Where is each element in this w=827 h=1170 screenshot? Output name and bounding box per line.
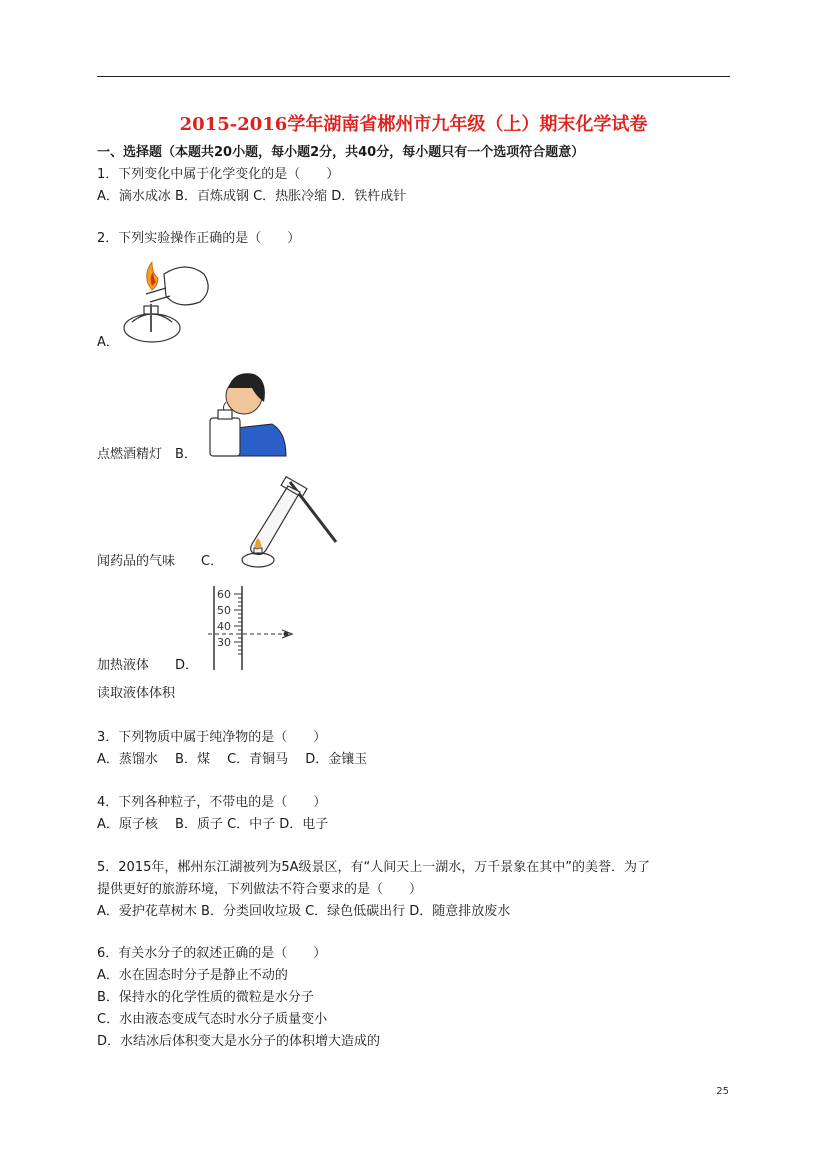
q4-options: A．原子核 B．质子 C．中子 D．电子 xyxy=(97,817,329,832)
reagent-bottle xyxy=(210,418,240,456)
q6-option-d: D．水结冰后体积变大是水分子的体积增大造成的 xyxy=(97,1034,381,1049)
figure-alcohol-lamp-lighting xyxy=(116,258,216,350)
q6-option-b: B．保持水的化学性质的微粒是水分子 xyxy=(97,990,314,1005)
q6-option-a: A．水在固态时分子是静止不动的 xyxy=(97,968,288,983)
q2-option-d-caption: 读取液体体积 xyxy=(97,686,176,701)
q6-option-c: C．水由液态变成气态时水分子质量变小 xyxy=(97,1012,328,1027)
q2-option-c-prefix: 闻药品的气味 C． xyxy=(97,554,224,569)
q5-stem-line2: 提供更好的旅游环境，下列做法不符合要求的是（ ） xyxy=(97,882,423,897)
q1-options: A．滴水成冰 B．百炼成钢 C．热胀冷缩 D．铁杵成针 xyxy=(97,189,407,204)
alcohol-lamp xyxy=(242,553,274,567)
cylinder-tick-label: 30 xyxy=(217,636,231,649)
header-rule xyxy=(97,76,730,77)
figure-graduated-cylinder xyxy=(208,584,298,674)
cylinder-tick-label: 50 xyxy=(217,604,231,617)
q3-stem: 3．下列物质中属于纯净物的是（ ） xyxy=(97,730,327,745)
q6-stem: 6．有关水分子的叙述正确的是（ ） xyxy=(97,946,327,961)
q4-stem: 4．下列各种粒子，不带电的是（ ） xyxy=(97,795,327,810)
q2-option-b-prefix: 点燃酒精灯 B． xyxy=(97,447,197,462)
q5-options: A．爱护花草树木 B．分类回收垃圾 C．绿色低碳出行 D．随意排放废水 xyxy=(97,904,511,919)
q2-option-d-prefix: 加热液体 D． xyxy=(97,658,199,673)
q3-options: A．蒸馏水 B．煤 C．青铜马 D．金镶玉 xyxy=(97,752,368,767)
q1-stem: 1．下列变化中属于化学变化的是（ ） xyxy=(97,167,340,182)
q2-option-a-label: A． xyxy=(97,335,119,350)
upper-lamp-body xyxy=(164,267,208,305)
figure-heating-liquid xyxy=(232,476,342,570)
page-title: 2015-2016学年湖南省郴州市九年级（上）期末化学试卷 xyxy=(179,114,648,135)
figure-smelling-chemical xyxy=(206,366,290,458)
page-number: 25 xyxy=(716,1086,729,1097)
cylinder-tick-label: 60 xyxy=(217,588,231,601)
q5-stem-line1: 5．2015年，郴州东江湖被列为5A级景区，有“人间天上一湖水，万千景象在其中”的美誉．为了 xyxy=(97,860,650,875)
q2-stem: 2．下列实验操作正确的是（ ） xyxy=(97,231,301,246)
section-heading: 一、选择题（本题共20小题，每小题2分，共40分，每小题只有一个选项符合题意） xyxy=(97,145,585,160)
cylinder-tick-label: 40 xyxy=(217,620,231,633)
